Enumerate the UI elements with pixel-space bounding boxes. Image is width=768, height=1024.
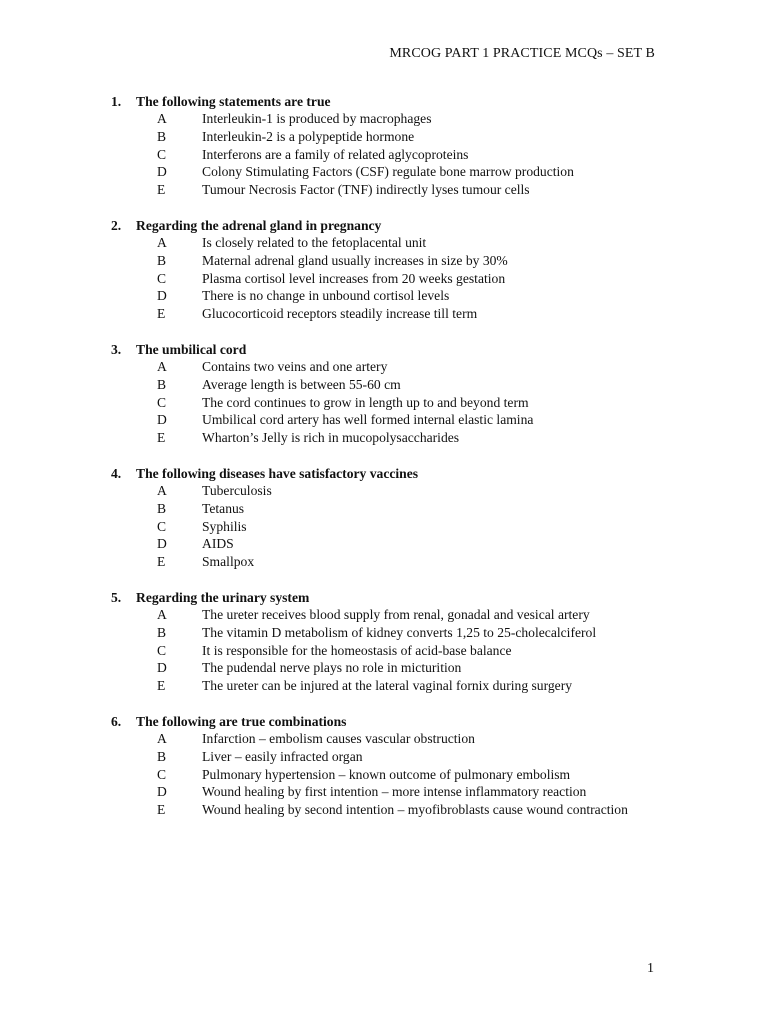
option-text: Liver – easily infracted organ — [202, 748, 363, 764]
option-text: Average length is between 55-60 cm — [202, 376, 401, 392]
option-text: Pulmonary hypertension – known outcome of pulmonary embolism — [202, 766, 571, 782]
option-text: The pudendal nerve plays no role in micturition — [202, 660, 462, 676]
option-text: Contains two veins and one artery — [202, 358, 388, 374]
option-letter: C — [157, 270, 167, 286]
option-text: Syphilis — [202, 518, 247, 534]
option-b — [111, 624, 751, 642]
option-text: The cord continues to grow in length up to and beyond term — [202, 394, 529, 410]
option-d — [111, 659, 751, 677]
option-letter: E — [157, 306, 166, 322]
option-text: Interferons are a family of related aglycoproteins — [202, 146, 469, 162]
option-letter: D — [157, 164, 167, 180]
option-letter: A — [157, 606, 167, 622]
option-d — [111, 411, 751, 429]
option-letter: D — [157, 784, 167, 800]
option-letter: B — [157, 748, 167, 764]
option-letter: C — [157, 766, 167, 782]
option-text: Colony Stimulating Factors (CSF) regulate bone marrow production — [202, 164, 574, 180]
option-e — [111, 429, 751, 447]
option-e — [111, 305, 751, 323]
question-1 — [111, 93, 751, 199]
option-c — [111, 270, 751, 288]
option-b — [111, 252, 751, 270]
option-a — [111, 234, 751, 252]
option-b — [111, 128, 751, 146]
option-text: Interleukin-1 is produced by macrophages — [202, 111, 432, 126]
option-letter: A — [157, 234, 167, 250]
option-e — [111, 553, 751, 571]
option-text: The vitamin D metabolism of kidney converts 1,25 to 25-cholecalciferol — [202, 624, 597, 640]
option-a — [111, 358, 751, 376]
option-c — [111, 642, 751, 660]
option-a — [111, 482, 751, 500]
option-text: AIDS — [202, 536, 234, 552]
option-letter: B — [157, 252, 167, 268]
option-text: Wharton’s Jelly is rich in mucopolysaccharides — [202, 430, 460, 446]
option-d — [111, 287, 751, 305]
option-a — [111, 606, 751, 624]
option-letter: E — [157, 802, 166, 818]
question-number: 5. — [111, 589, 122, 605]
option-text: Wound healing by first intention – more intense inflammatory reaction — [202, 784, 587, 800]
option-text: Tuberculosis — [202, 482, 272, 498]
option-text: Is closely related to the fetoplacental unit — [202, 234, 427, 250]
option-d — [111, 535, 751, 553]
question-title — [111, 217, 751, 234]
page-number: 1 — [647, 961, 654, 976]
option-letter: E — [157, 678, 166, 694]
option-letter: B — [157, 128, 167, 144]
option-c — [111, 518, 751, 536]
option-text: The ureter can be injured at the lateral vaginal fornix during surgery — [202, 678, 573, 694]
option-letter: E — [157, 182, 166, 198]
option-text: Maternal adrenal gland usually increases in size by 30% — [202, 252, 508, 268]
question-list — [111, 93, 751, 837]
option-b — [111, 376, 751, 394]
question-5 — [111, 589, 751, 695]
option-text: Plasma cortisol level increases from 20 weeks gestation — [202, 270, 506, 286]
option-text: Smallpox — [202, 554, 255, 570]
question-text: The following are true combinations — [136, 713, 347, 729]
option-letter: A — [157, 111, 167, 126]
option-text: The ureter receives blood supply from renal, gonadal and vesical artery — [202, 606, 590, 622]
option-letter: D — [157, 536, 167, 552]
option-b — [111, 748, 751, 766]
option-letter: B — [157, 376, 167, 392]
question-title — [111, 341, 751, 358]
option-letter: C — [157, 146, 167, 162]
option-b — [111, 500, 751, 518]
question-text: Regarding the adrenal gland in pregnancy — [136, 217, 382, 233]
option-d — [111, 163, 751, 181]
option-text: Wound healing by second intention – myofibroblasts cause wound contraction — [202, 802, 628, 818]
option-letter: C — [157, 518, 167, 534]
option-letter: B — [157, 624, 167, 640]
question-4 — [111, 465, 751, 571]
option-letter: E — [157, 430, 166, 446]
option-e — [111, 181, 751, 199]
question-number: 6. — [111, 713, 122, 729]
option-letter: D — [157, 660, 167, 676]
question-text: The following statements are true — [136, 94, 331, 109]
option-text: Glucocorticoid receptors steadily increase till term — [202, 306, 478, 322]
question-title — [111, 713, 751, 730]
option-e — [111, 677, 751, 695]
option-letter: C — [157, 394, 167, 410]
option-letter: B — [157, 500, 167, 516]
option-c — [111, 394, 751, 412]
option-letter: A — [157, 730, 167, 746]
question-number: 2. — [111, 217, 122, 233]
option-letter: D — [157, 412, 167, 428]
question-title — [111, 465, 751, 482]
option-a — [111, 730, 751, 748]
question-text: Regarding the urinary system — [136, 589, 310, 605]
option-text: Infarction – embolism causes vascular obstruction — [202, 730, 475, 746]
option-letter: A — [157, 358, 167, 374]
option-a — [111, 110, 751, 128]
option-letter: A — [157, 482, 167, 498]
option-text: Tumour Necrosis Factor (TNF) indirectly lyses tumour cells — [202, 182, 530, 198]
question-2 — [111, 217, 751, 323]
option-text: Tetanus — [202, 500, 245, 516]
option-text: Interleukin-2 is a polypeptide hormone — [202, 128, 415, 144]
question-title — [111, 93, 751, 110]
question-number: 4. — [111, 465, 122, 481]
page-header: MRCOG PART 1 PRACTICE MCQs – SET B — [389, 46, 655, 61]
option-letter: C — [157, 642, 167, 658]
question-title — [111, 589, 751, 606]
question-6 — [111, 713, 751, 819]
option-text: Umbilical cord artery has well formed internal elastic lamina — [202, 412, 534, 428]
option-text: It is responsible for the homeostasis of acid-base balance — [202, 642, 512, 658]
option-letter: E — [157, 554, 166, 570]
question-3 — [111, 341, 751, 447]
option-c — [111, 146, 751, 164]
option-c — [111, 766, 751, 784]
question-number: 1. — [111, 94, 122, 109]
option-text: There is no change in unbound cortisol levels — [202, 288, 450, 304]
option-e — [111, 801, 751, 819]
question-text: The following diseases have satisfactory vaccines — [136, 465, 419, 481]
option-d — [111, 783, 751, 801]
option-letter: D — [157, 288, 167, 304]
question-number: 3. — [111, 341, 122, 357]
question-text: The umbilical cord — [136, 341, 247, 357]
